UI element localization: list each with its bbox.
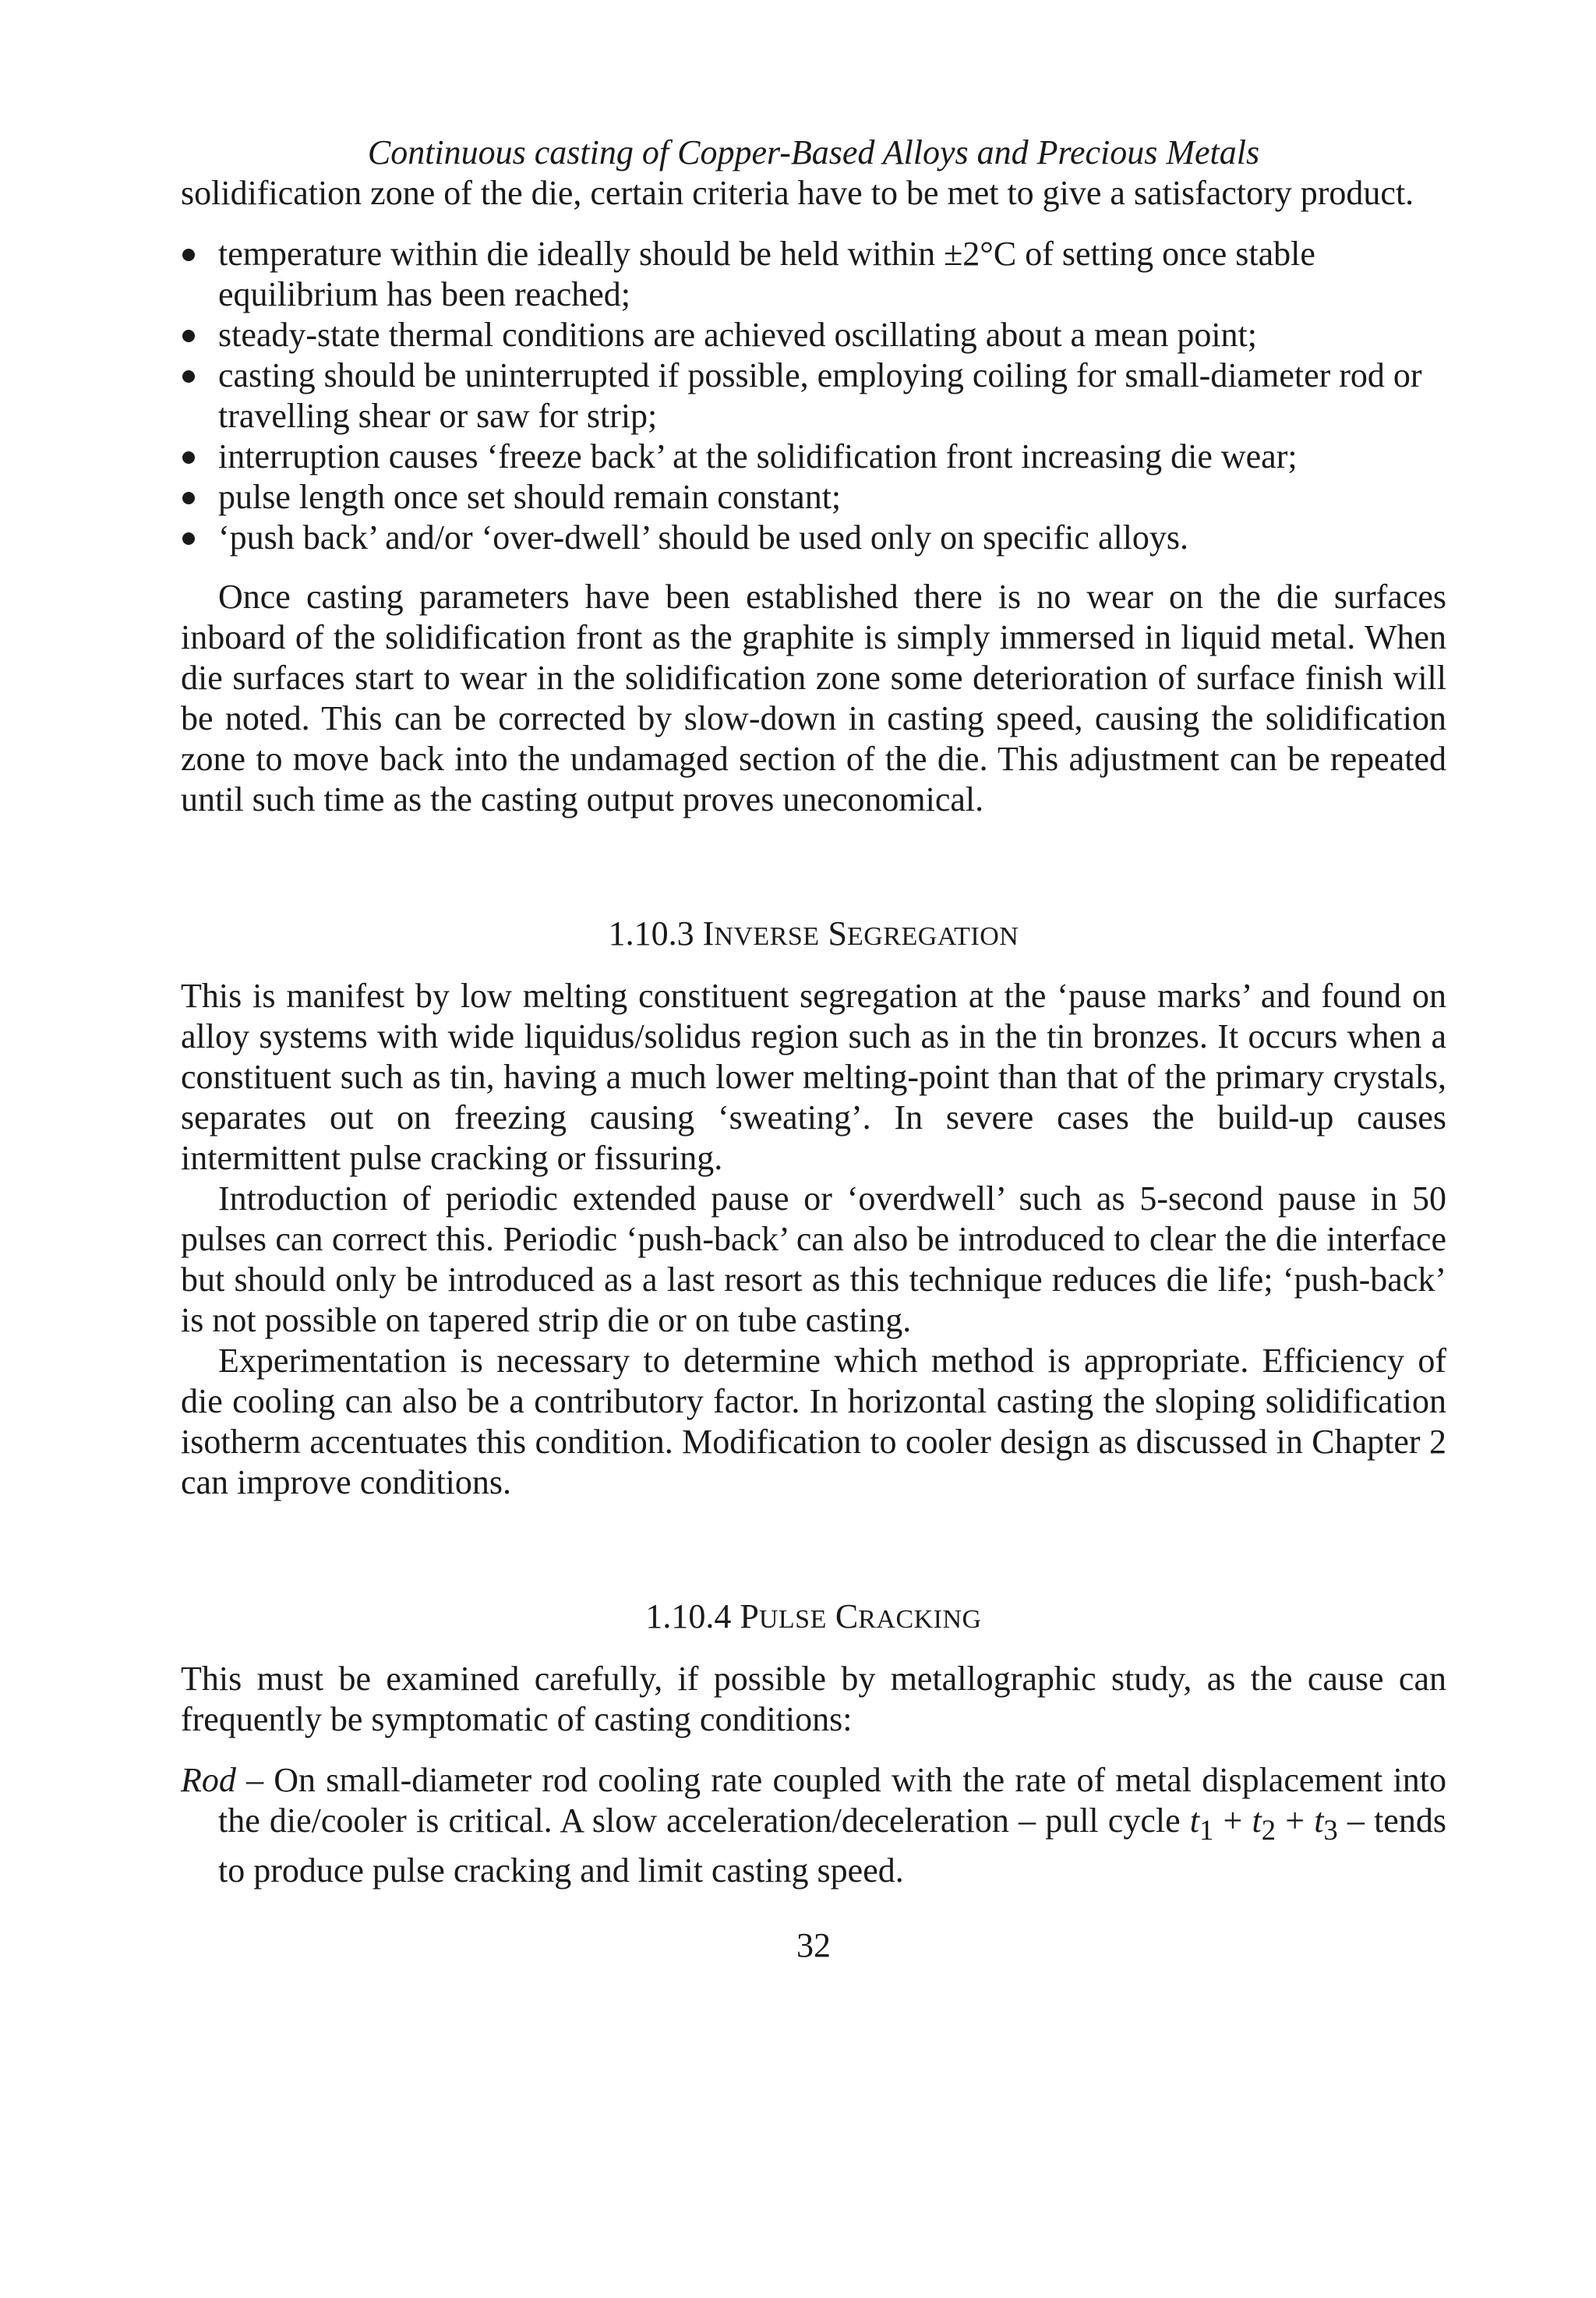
- inverse-segregation-paragraph-2: Introduction of periodic extended pause or ‘overdwell’ such as 5-second pause in 50 pulses can correct this. Periodic ‘push-back’ can also be introduced to clear the die interface but should only be introduced as a last resort as this technique reduces die life; ‘push-back’ is not possible on tapered strip die or on tube casting.: [181, 1179, 1446, 1339]
- list-item-text: interruption causes ‘freeze back’ at the solidification front increasing die wear;: [218, 437, 1298, 476]
- section-number: 1.10.3: [608, 914, 694, 953]
- list-item: [181, 315, 1446, 355]
- section-title-rest: NVERSE: [714, 922, 820, 951]
- running-head: Continuous casting of Copper-Based Alloys and Precious Metals: [367, 133, 1260, 171]
- t3-symbol: t: [1314, 1801, 1324, 1840]
- t1-symbol: t: [1189, 1801, 1200, 1840]
- list-item: [181, 355, 1446, 437]
- list-item: [181, 477, 1446, 518]
- t3-subscript: 3: [1323, 1813, 1338, 1846]
- plus-sign: +: [1213, 1801, 1252, 1840]
- criteria-list: [181, 234, 1446, 558]
- section-heading-1103: [181, 914, 1446, 957]
- rod-text-after: – tends to produce pulse cracking and limit casting speed.: [218, 1801, 1446, 1890]
- list-item: [181, 518, 1446, 558]
- section-title-initial: C: [835, 1597, 859, 1635]
- section-title-initial: S: [828, 914, 848, 953]
- rod-paragraph: [181, 1760, 1446, 1891]
- section-title-initial: I: [702, 914, 715, 953]
- book-page: [181, 133, 1446, 1966]
- bullet-icon: [182, 451, 195, 464]
- t2-subscript: 2: [1261, 1813, 1276, 1846]
- rod-term: Rod: [181, 1761, 236, 1799]
- rod-text-before: – On small-diameter rod cooling rate coupled with the rate of metal displacement into the die/cooler is critical. A slow acceleration/deceleration – pull cycle: [218, 1761, 1446, 1840]
- t1-subscript: 1: [1199, 1813, 1214, 1846]
- section-number: 1.10.4: [645, 1597, 732, 1635]
- plus-sign: +: [1276, 1801, 1315, 1840]
- bullet-icon: [182, 330, 195, 342]
- section-heading-1104: [181, 1596, 1446, 1640]
- bullet-icon: [182, 532, 195, 545]
- section-title-rest: EGREGATION: [847, 922, 1019, 951]
- section-title-initial: P: [740, 1597, 759, 1635]
- intro-paragraph: solidification zone of the die, certain criteria have to be met to give a satisfactory product.: [181, 174, 1414, 212]
- list-item-text: steady-state thermal conditions are achieved oscillating about a mean point;: [218, 316, 1257, 354]
- list-item-text: ‘push back’ and/or ‘over-dwell’ should be used only on specific alloys.: [218, 518, 1189, 557]
- list-item: [181, 437, 1446, 477]
- list-item-text: temperature within die ideally should be held within ±2°C of setting once stable equilibrium has been reached;: [218, 235, 1315, 313]
- bullet-icon: [182, 492, 195, 504]
- section-title-rest: ULSE: [758, 1605, 827, 1634]
- list-item-text: pulse length once set should remain constant;: [218, 478, 842, 516]
- pulse-cracking-paragraph: This must be examined carefully, if possible by metallographic study, as the cause can frequently be symptomatic of casting conditions:: [181, 1660, 1446, 1738]
- t2-symbol: t: [1252, 1801, 1262, 1840]
- section-title-rest: RACKING: [858, 1605, 982, 1634]
- die-wear-paragraph: Once casting parameters have been established there is no wear on the die surfaces inboard of the solidification front as the graphite is simply immersed in liquid metal. When die surfaces start to wear in the solidification zone some deterioration of surface finish will be noted. This can be corrected by slow-down in casting speed, causing the solidification zone to move back into the undamaged section of the die. This adjustment can be repeated until such time as the casting output proves uneconomical.: [181, 578, 1446, 818]
- bullet-icon: [182, 370, 195, 383]
- inverse-segregation-paragraph-1: This is manifest by low melting constituent segregation at the ‘pause marks’ and found on alloy systems with wide liquidus/solidus region such as in the tin bronzes. It occurs when a constituent such as tin, having a much lower melting-point than that of the primary crystals, separates out on freezing causing ‘sweating’. In severe cases the build-up causes intermittent pulse cracking or fissuring.: [181, 977, 1446, 1177]
- list-item-text: casting should be uninterrupted if possible, employing coiling for small-diameter rod or travelling shear or saw for strip;: [218, 356, 1422, 435]
- bullet-icon: [182, 249, 195, 261]
- list-item: [181, 234, 1446, 315]
- inverse-segregation-paragraph-3: Experimentation is necessary to determine which method is appropriate. Efficiency of die cooling can also be a contributory factor. In horizontal casting the sloping solidification isotherm accentuates this condition. Modification to cooler design as discussed in Chapter 2 can improve conditions.: [181, 1342, 1446, 1501]
- page-number: 32: [796, 1925, 831, 1964]
